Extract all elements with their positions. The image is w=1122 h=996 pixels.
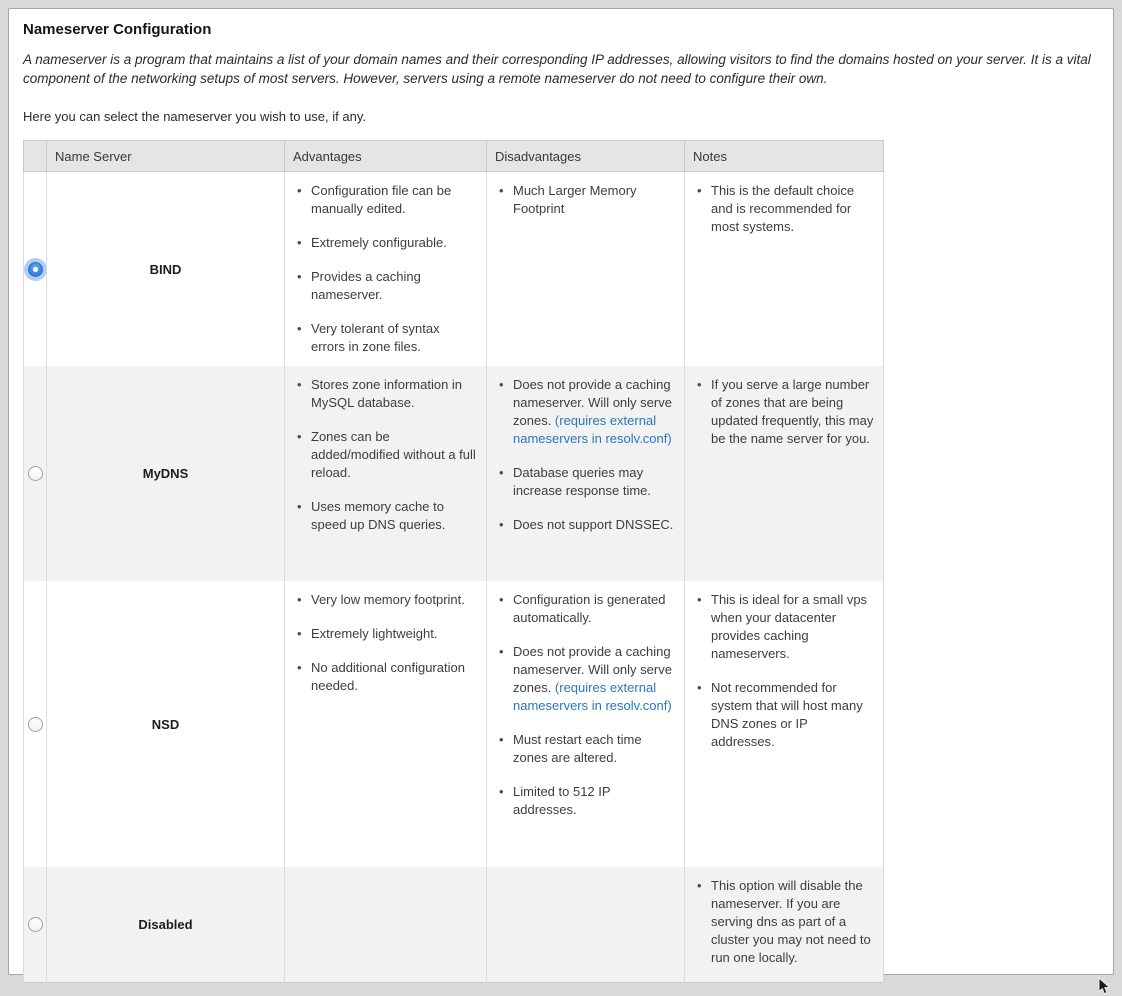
column-header-select — [24, 141, 47, 172]
bullet-text: Configuration file can be manually edited. — [311, 183, 452, 216]
table-row-mydns — [24, 366, 884, 581]
bullet-text: Extremely configurable. — [311, 235, 447, 250]
selection-instruction: Here you can select the nameserver you wish to use, if any. — [23, 109, 366, 124]
nsd-advantages-list — [294, 591, 477, 695]
nameserver-radio-bind[interactable] — [28, 262, 43, 277]
bind-disadvantages-cell — [487, 172, 685, 367]
mydns-advantages-item — [294, 376, 477, 412]
bullet-text: Does not support DNSSEC. — [513, 517, 674, 532]
bind-notes-item — [694, 182, 874, 236]
disabled-notes-list — [694, 877, 874, 967]
nameserver-radio-mydns[interactable] — [28, 466, 43, 481]
bind-advantages-item — [294, 320, 477, 356]
nameserver-radio-disabled[interactable] — [28, 917, 43, 932]
mydns-advantages-item — [294, 428, 477, 482]
radio-dot — [33, 267, 38, 272]
bind-advantages-cell — [285, 172, 487, 367]
bullet-text: Does not provide a caching nameserver. Will only serve zones. — [513, 644, 672, 695]
radio-cell-disabled — [24, 867, 47, 982]
bullet-text: Limited to 512 IP addresses. — [513, 784, 611, 817]
mydns-advantages-item — [294, 498, 477, 534]
wizard-panel — [8, 8, 1114, 975]
nsd-disadvantages-item — [496, 731, 675, 767]
resolv-conf-link[interactable]: (requires external nameservers in resolv.conf) — [513, 413, 672, 446]
radio-cell-mydns — [24, 366, 47, 581]
disabled-notes-cell — [685, 867, 884, 982]
bullet-text: Extremely lightweight. — [311, 626, 438, 641]
page-title: Nameserver Configuration — [23, 21, 212, 38]
radio-cell-nsd — [24, 581, 47, 867]
bullet-text: Does not provide a caching nameserver. Will only serve zones. — [513, 377, 672, 428]
nsd-disadvantages-item — [496, 783, 675, 819]
bullet-text: Configuration is generated automatically. — [513, 592, 666, 625]
nsd-disadvantages-item — [496, 591, 675, 627]
resolv-conf-link[interactable]: (requires external nameservers in resolv.conf) — [513, 680, 672, 713]
bind-notes-list — [694, 182, 874, 236]
radio-cell-bind — [24, 172, 47, 367]
nsd-notes-list — [694, 591, 874, 751]
table-row-bind — [24, 172, 884, 367]
mydns-disadvantages-item — [496, 464, 675, 500]
bind-advantages-item — [294, 182, 477, 218]
bullet-text: Not recommended for system that will host many DNS zones or IP addresses. — [711, 680, 863, 749]
column-header-advantages: Advantages — [285, 141, 487, 172]
bullet-text: This is ideal for a small vps when your datacenter provides caching nameservers. — [711, 592, 868, 661]
bullet-text: Very tolerant of syntax errors in zone files. — [311, 321, 440, 354]
column-header-name-server: Name Server — [47, 141, 285, 172]
disabled-disadvantages-cell — [487, 867, 685, 982]
nameserver-name-bind: BIND — [47, 172, 285, 367]
bullet-text: Zones can be added/modified without a full reload. — [311, 429, 476, 480]
nameserver-name-disabled: Disabled — [47, 867, 285, 982]
bullet-text: If you serve a large number of zones that are being updated frequently, this may be the name server for you. — [711, 377, 874, 446]
bind-advantages-item — [294, 268, 477, 304]
nsd-disadvantages-list — [496, 591, 675, 819]
mouse-cursor-icon — [1098, 977, 1111, 996]
nsd-disadvantages-cell — [487, 581, 685, 867]
bullet-text: This is the default choice and is recommended for most systems. — [711, 183, 855, 234]
bullet-text: Provides a caching nameserver. — [311, 269, 421, 302]
bullet-text: Uses memory cache to speed up DNS queries. — [311, 499, 446, 532]
table-header — [24, 141, 884, 172]
mydns-advantages-list — [294, 376, 477, 534]
nsd-disadvantages-item — [496, 643, 675, 715]
bind-notes-cell — [685, 172, 884, 367]
column-header-disadvantages: Disadvantages — [487, 141, 685, 172]
page-description: A nameserver is a program that maintains a list of your domain names and their corresponding IP addresses, allowing visitors to find the domains hosted on your server. It is a vital component of the networking setups of most servers. However, servers using a remote nameserver do not need to configure their own. — [23, 52, 1091, 86]
bind-advantages-item — [294, 234, 477, 252]
bullet-text: Must restart each time zones are altered. — [513, 732, 642, 765]
nsd-advantages-item — [294, 591, 477, 609]
bullet-text: No additional configuration needed. — [311, 660, 465, 693]
bullet-text: This option will disable the nameserver. If you are serving dns as part of a cluster you may not need to run one locally. — [711, 878, 871, 965]
bullet-text: Very low memory footprint. — [311, 592, 465, 607]
nsd-advantages-item — [294, 625, 477, 643]
mydns-disadvantages-cell — [487, 366, 685, 581]
column-header-notes: Notes — [685, 141, 884, 172]
bind-disadvantages-item — [496, 182, 675, 218]
bind-advantages-list — [294, 182, 477, 356]
bullet-text: Stores zone information in MySQL database. — [311, 377, 463, 410]
nameserver-radio-nsd[interactable] — [28, 717, 43, 732]
nameserver-name-mydns: MyDNS — [47, 366, 285, 581]
mydns-advantages-cell — [285, 366, 487, 581]
mydns-disadvantages-item — [496, 376, 675, 448]
nameserver-name-nsd: NSD — [47, 581, 285, 867]
mydns-notes-cell — [685, 366, 884, 581]
mydns-notes-item — [694, 376, 874, 448]
disabled-advantages-cell — [285, 867, 487, 982]
nsd-notes-item — [694, 679, 874, 751]
nsd-advantages-item — [294, 659, 477, 695]
nsd-notes-cell — [685, 581, 884, 867]
nsd-notes-item — [694, 591, 874, 663]
mydns-disadvantages-item — [496, 516, 675, 534]
bullet-text: Database queries may increase response time. — [513, 465, 652, 498]
nameserver-comparison-table — [23, 140, 884, 983]
mydns-notes-list — [694, 376, 874, 448]
bullet-text: Much Larger Memory Footprint — [513, 183, 637, 216]
bind-disadvantages-list — [496, 182, 675, 218]
table-row-disabled — [24, 867, 884, 982]
nsd-advantages-cell — [285, 581, 487, 867]
table-row-nsd — [24, 581, 884, 867]
disabled-notes-item — [694, 877, 874, 967]
mydns-disadvantages-list — [496, 376, 675, 534]
